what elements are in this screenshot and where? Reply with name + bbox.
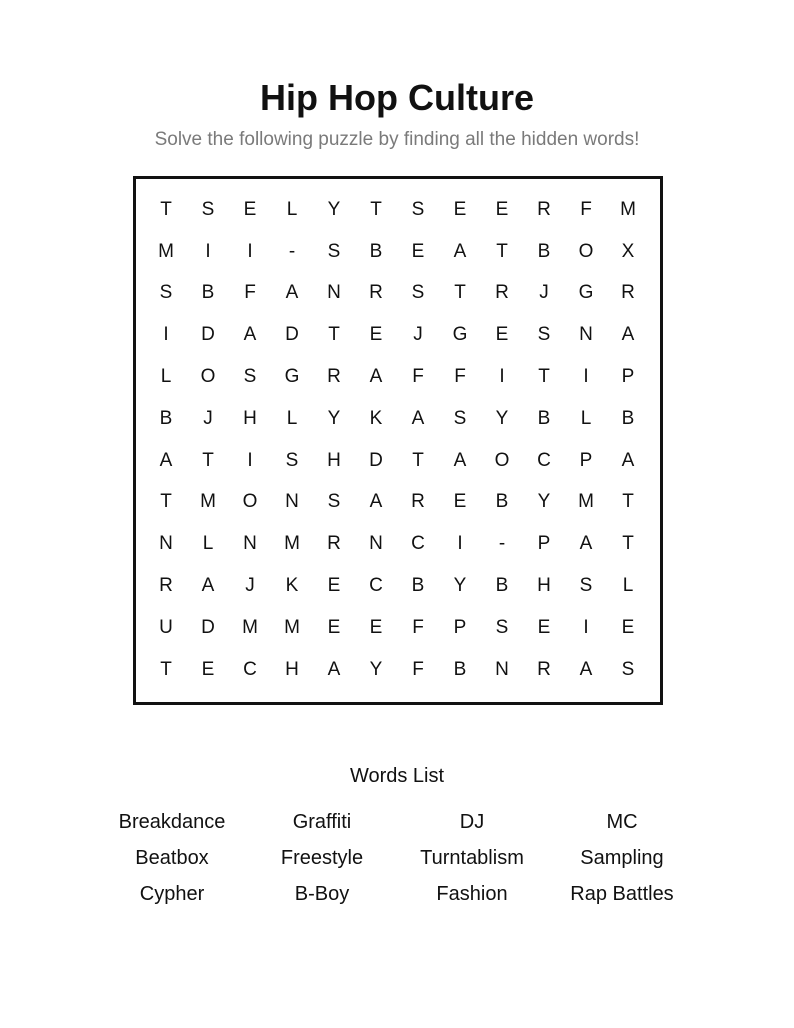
grid-cell[interactable]: F	[412, 658, 424, 680]
grid-cell[interactable]: C	[369, 575, 383, 597]
grid-cell[interactable]: R	[159, 575, 173, 597]
puzzle-grid-frame	[133, 176, 663, 705]
words-list	[97, 808, 697, 916]
grid-cell[interactable]: L	[286, 198, 298, 220]
grid-cell[interactable]: O	[200, 366, 216, 388]
grid-cell[interactable]: O	[494, 449, 510, 471]
grid-cell[interactable]: S	[411, 198, 425, 220]
word-list-item: MC	[606, 811, 638, 833]
grid-cell[interactable]: M	[200, 491, 216, 513]
grid-cell[interactable]: E	[201, 658, 215, 680]
grid-cell[interactable]: D	[201, 616, 215, 638]
grid-cell[interactable]: G	[284, 366, 300, 388]
grid-cell[interactable]: A	[621, 449, 635, 471]
word-list-item: Beatbox	[135, 847, 209, 869]
grid-cell[interactable]: H	[537, 575, 551, 597]
grid-cell[interactable]: P	[621, 366, 635, 388]
grid-cell[interactable]: E	[327, 616, 341, 638]
grid-cell[interactable]: T	[202, 449, 214, 471]
word-list-item: Breakdance	[118, 811, 226, 833]
grid-cell[interactable]: T	[538, 366, 550, 388]
grid-cell[interactable]: B	[537, 240, 551, 262]
grid-cell[interactable]: T	[160, 491, 172, 513]
grid-cell[interactable]: M	[284, 533, 300, 555]
grid-cell[interactable]: T	[496, 240, 508, 262]
grid-cell[interactable]: E	[327, 575, 341, 597]
grid-cell[interactable]: T	[622, 491, 634, 513]
grid-cell[interactable]: P	[537, 533, 551, 555]
grid-cell[interactable]: A	[453, 240, 467, 262]
grid-cell[interactable]: S	[201, 198, 215, 220]
grid-cell[interactable]: F	[454, 366, 466, 388]
grid-cell[interactable]: D	[201, 324, 215, 346]
grid-cell[interactable]: H	[285, 658, 299, 680]
grid-cell[interactable]: I	[163, 324, 169, 346]
grid-cell[interactable]: G	[578, 282, 594, 304]
word-list-item: DJ	[459, 811, 485, 833]
grid-cell[interactable]: T	[328, 324, 340, 346]
grid-cell[interactable]: T	[160, 658, 172, 680]
grid-cell[interactable]: M	[578, 491, 594, 513]
grid-cell[interactable]: E	[243, 198, 257, 220]
grid-cell[interactable]: Y	[327, 198, 341, 220]
grid-cell[interactable]: N	[495, 658, 509, 680]
grid-cell[interactable]: -	[288, 240, 296, 262]
grid-cell[interactable]: L	[580, 407, 592, 429]
grid-cell[interactable]: S	[579, 575, 593, 597]
grid-cell[interactable]: I	[457, 533, 463, 555]
grid-cell[interactable]: M	[620, 198, 636, 220]
grid-cell[interactable]: X	[621, 240, 635, 262]
grid-cell[interactable]: E	[369, 616, 383, 638]
grid-cell[interactable]: U	[159, 616, 173, 638]
grid-cell[interactable]: A	[621, 324, 635, 346]
grid-cell[interactable]: H	[327, 449, 341, 471]
grid-cell[interactable]: E	[453, 491, 467, 513]
grid-cell[interactable]: I	[247, 449, 253, 471]
grid-cell[interactable]: E	[537, 616, 551, 638]
grid-cell[interactable]: Y	[495, 407, 509, 429]
grid-cell[interactable]: I	[583, 616, 589, 638]
grid-cell[interactable]: A	[243, 324, 257, 346]
grid-cell[interactable]: O	[242, 491, 258, 513]
grid-cell[interactable]: D	[285, 324, 299, 346]
grid-cell[interactable]: M	[284, 616, 300, 638]
grid-cell[interactable]: J	[203, 407, 213, 429]
grid-cell[interactable]: S	[621, 658, 635, 680]
grid-cell[interactable]: L	[202, 533, 214, 555]
word-list-item: Rap Battles	[570, 883, 674, 905]
word-list-item: Turntablism	[420, 847, 524, 869]
grid-cell[interactable]: A	[453, 449, 467, 471]
grid-cell[interactable]: S	[327, 491, 341, 513]
word-list-item: Freestyle	[280, 847, 364, 869]
grid-cell[interactable]: R	[537, 658, 551, 680]
grid-cell[interactable]: K	[285, 575, 299, 597]
grid-cell[interactable]: A	[201, 575, 215, 597]
grid-cell[interactable]: F	[580, 198, 592, 220]
grid-cell[interactable]: R	[327, 366, 341, 388]
grid-cell[interactable]: B	[201, 282, 215, 304]
word-list-item: Cypher	[139, 883, 205, 905]
grid-cell[interactable]: J	[539, 282, 549, 304]
grid-cell[interactable]: P	[579, 449, 593, 471]
grid-cell[interactable]: S	[159, 282, 173, 304]
grid-cell[interactable]: I	[205, 240, 211, 262]
grid-cell[interactable]: E	[369, 324, 383, 346]
grid-cell[interactable]: Y	[369, 658, 383, 680]
grid-cell[interactable]: S	[537, 324, 551, 346]
grid-cell[interactable]: B	[495, 491, 509, 513]
grid-cell[interactable]: B	[537, 407, 551, 429]
grid-cell[interactable]: N	[243, 533, 257, 555]
grid-cell[interactable]: N	[159, 533, 173, 555]
grid-cell[interactable]: B	[495, 575, 509, 597]
grid-cell[interactable]: Y	[453, 575, 467, 597]
grid-cell[interactable]: E	[621, 616, 635, 638]
grid-cell[interactable]: B	[411, 575, 425, 597]
grid-cell[interactable]: E	[411, 240, 425, 262]
grid-cell[interactable]: B	[369, 240, 383, 262]
grid-cell[interactable]: T	[370, 198, 382, 220]
grid-cell[interactable]: P	[453, 616, 467, 638]
grid-cell[interactable]: F	[412, 616, 424, 638]
grid-cell[interactable]: Y	[327, 407, 341, 429]
grid-cell[interactable]: E	[453, 198, 467, 220]
grid-cell[interactable]: B	[621, 407, 635, 429]
grid-cell[interactable]: A	[285, 282, 299, 304]
grid-cell[interactable]: J	[413, 324, 423, 346]
grid-cell[interactable]: B	[159, 407, 173, 429]
grid-cell[interactable]: M	[242, 616, 258, 638]
grid-cell[interactable]: E	[495, 198, 509, 220]
grid-cell[interactable]: N	[579, 324, 593, 346]
grid-cell[interactable]: E	[495, 324, 509, 346]
grid-cell[interactable]: A	[369, 491, 383, 513]
grid-cell[interactable]: C	[411, 533, 425, 555]
grid-cell[interactable]: A	[327, 658, 341, 680]
grid-cell[interactable]: C	[243, 658, 257, 680]
grid-cell[interactable]: A	[579, 533, 593, 555]
grid-cell[interactable]: R	[369, 282, 383, 304]
page-title: Hip Hop Culture	[260, 77, 534, 118]
word-list-item: Graffiti	[292, 811, 352, 833]
grid-cell[interactable]: T	[622, 533, 634, 555]
grid-cell[interactable]: T	[454, 282, 466, 304]
grid-cell[interactable]: M	[158, 240, 174, 262]
grid-cell[interactable]: A	[579, 658, 593, 680]
grid-cell[interactable]: I	[583, 366, 589, 388]
grid-cell[interactable]: A	[411, 407, 425, 429]
grid-cell[interactable]: N	[327, 282, 341, 304]
grid-cell[interactable]: A	[159, 449, 173, 471]
grid-cell[interactable]: G	[452, 324, 468, 346]
grid-cell[interactable]: S	[285, 449, 299, 471]
grid-cell[interactable]: D	[369, 449, 383, 471]
grid-cell[interactable]: Y	[537, 491, 551, 513]
grid-cell[interactable]: C	[537, 449, 551, 471]
letter-grid	[145, 189, 649, 691]
grid-cell[interactable]: L	[160, 366, 172, 388]
grid-cell[interactable]: T	[160, 198, 172, 220]
grid-cell[interactable]: N	[369, 533, 383, 555]
grid-cell[interactable]: S	[327, 240, 341, 262]
page-subtitle: Solve the following puzzle by finding all the hidden words!	[154, 129, 640, 150]
grid-cell[interactable]: L	[622, 575, 634, 597]
grid-cell[interactable]: N	[285, 491, 299, 513]
grid-cell[interactable]: A	[369, 366, 383, 388]
grid-cell[interactable]: R	[621, 282, 635, 304]
words-list-heading: Words List	[349, 765, 445, 787]
grid-cell[interactable]: R	[537, 198, 551, 220]
grid-cell[interactable]: J	[245, 575, 255, 597]
grid-cell[interactable]: K	[369, 407, 383, 429]
grid-cell[interactable]: R	[327, 533, 341, 555]
grid-cell[interactable]: F	[412, 366, 424, 388]
grid-cell[interactable]: S	[453, 407, 467, 429]
grid-cell[interactable]: H	[243, 407, 257, 429]
grid-cell[interactable]: O	[578, 240, 594, 262]
word-list-item: Fashion	[436, 883, 508, 905]
grid-cell[interactable]: R	[495, 282, 509, 304]
grid-cell[interactable]: S	[243, 366, 257, 388]
grid-cell[interactable]: F	[244, 282, 256, 304]
grid-cell[interactable]: R	[411, 491, 425, 513]
grid-cell[interactable]: S	[411, 282, 425, 304]
grid-cell[interactable]: I	[247, 240, 253, 262]
grid-cell[interactable]: -	[498, 533, 506, 555]
grid-cell[interactable]: I	[499, 366, 505, 388]
word-list-item: B-Boy	[294, 883, 350, 905]
grid-cell[interactable]: T	[412, 449, 424, 471]
grid-cell[interactable]: B	[453, 658, 467, 680]
grid-cell[interactable]: L	[286, 407, 298, 429]
grid-cell[interactable]: S	[495, 616, 509, 638]
word-list-item: Sampling	[580, 847, 664, 869]
